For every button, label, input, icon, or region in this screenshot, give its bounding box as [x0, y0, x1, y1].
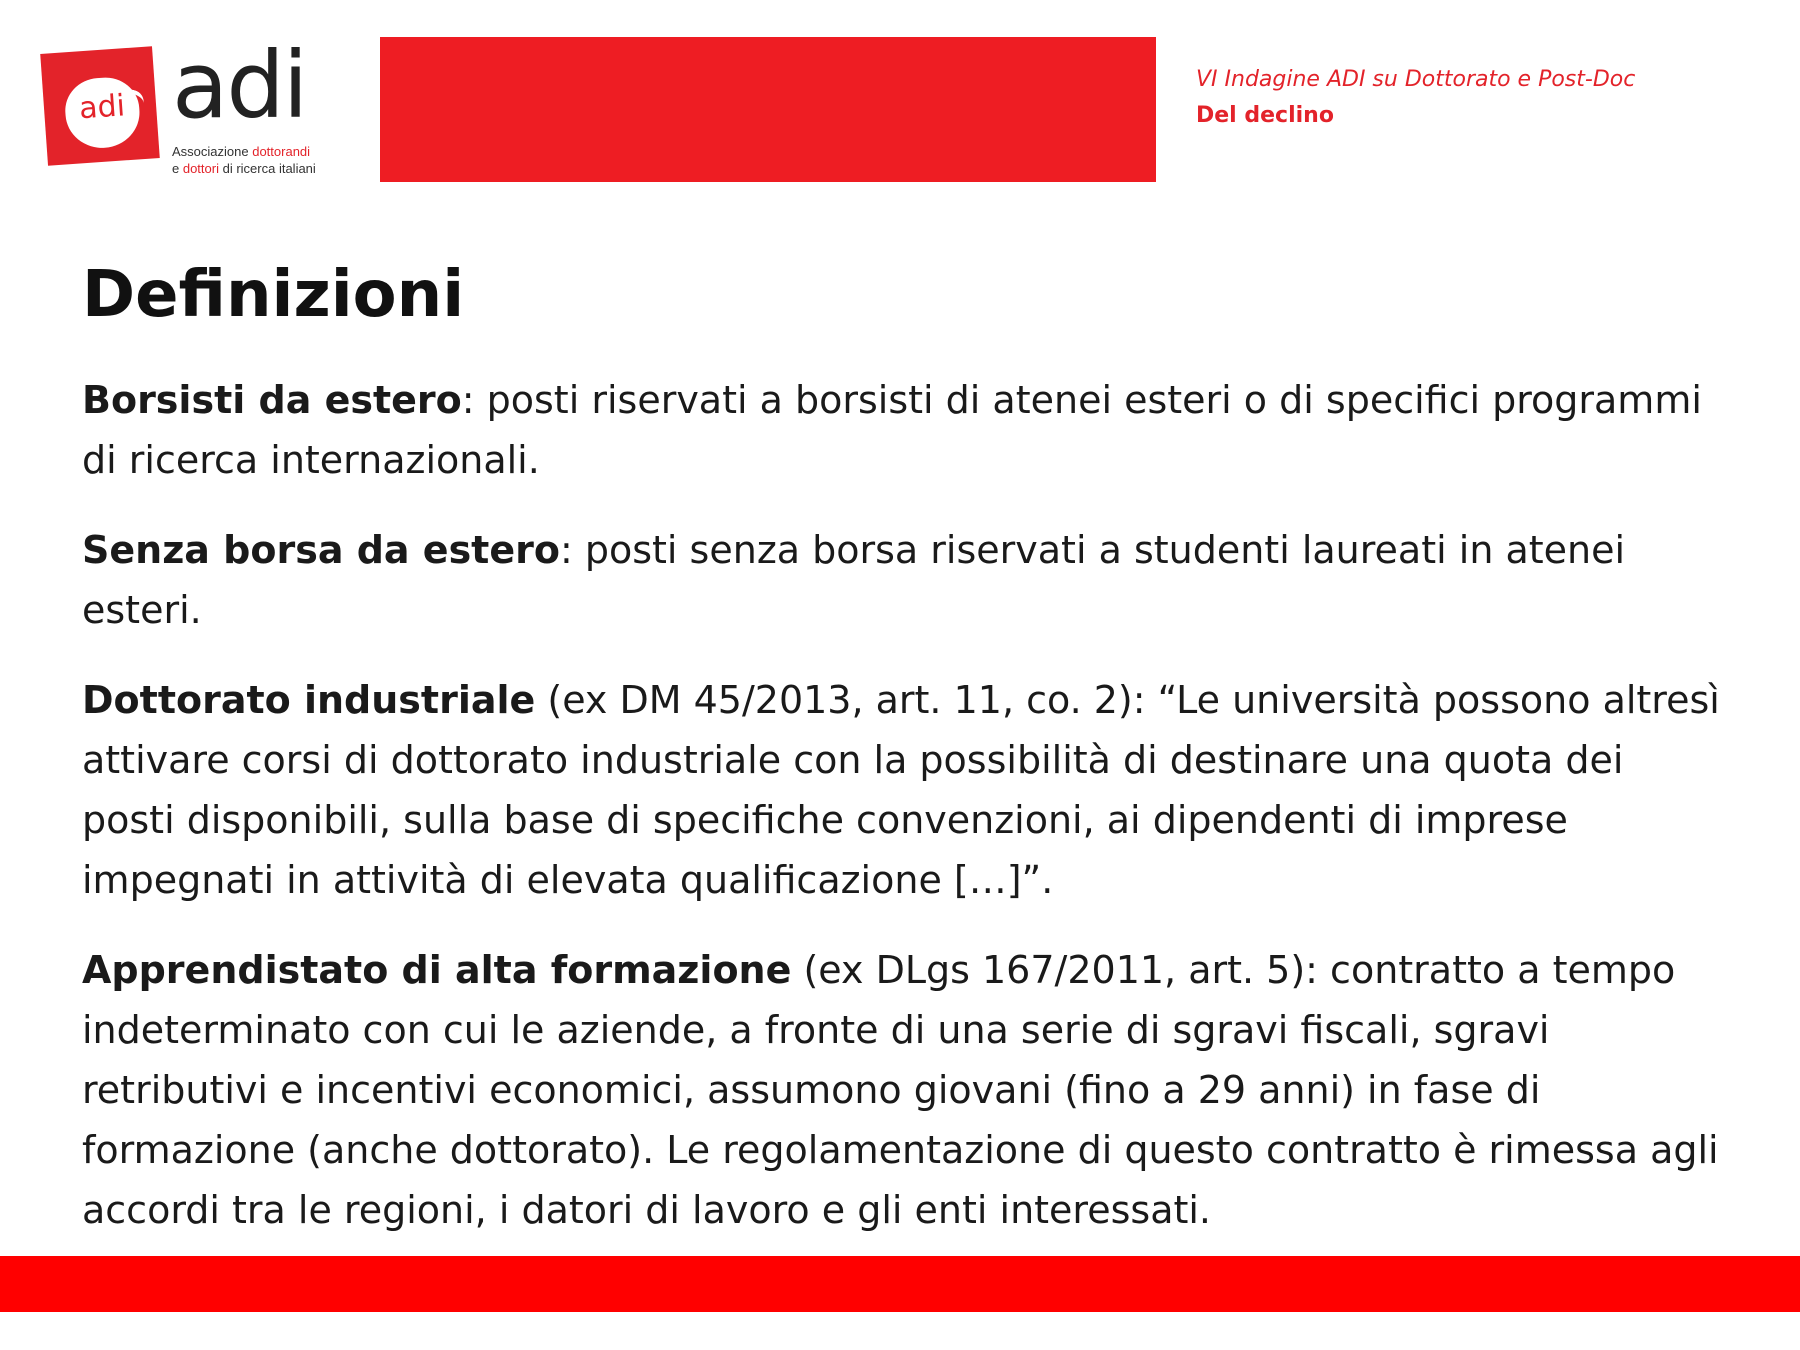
adi-logo [40, 32, 340, 185]
definition-item [82, 670, 1722, 910]
definition-item [82, 520, 1722, 640]
definition-text: (ex DLgs 167/2011, art. 5): contratto a tempo indeterminato con cui le aziende, a fronte di una serie di sgravi fiscali, sgravi retributivi e incentivi economici, assumono giovani (fino a 29 anni) in fase di formazione (anche dottorato). Le regolamentazione di questo contratto è rimessa agli accordi tra le regioni, i datori di lavoro e gli enti interessati. [82, 948, 1719, 1232]
logo-subtitle-highlight: dottorandi [252, 144, 311, 159]
logo-red-square [40, 46, 160, 166]
survey-subtitle: Del declino [1196, 103, 1334, 128]
definition-text: : posti riservati a borsisti di atenei esteri o di specifici programmi di ricerca internazionali. [82, 378, 1702, 482]
footer-red-bar [0, 1256, 1800, 1312]
logo-subtitle [172, 143, 316, 177]
logo-subtitle-part: di ricerca italiani [218, 161, 316, 176]
logo-subtitle-part: Associazione [172, 144, 253, 159]
logo-wordmark: adi [172, 32, 307, 139]
logo-subtitle-part: e [172, 161, 183, 176]
definition-item [82, 940, 1722, 1240]
definition-item [82, 370, 1722, 490]
definition-term: Borsisti da estero [82, 378, 462, 422]
logo-subtitle-highlight: dottori [182, 161, 219, 176]
apple-icon [63, 75, 142, 150]
survey-title-block [1196, 62, 1635, 134]
definition-term: Senza borsa da estero [82, 528, 560, 572]
survey-title: VI Indagine ADI su Dottorato e Post-Doc [1196, 67, 1636, 92]
definition-term: Dottorato industriale [82, 678, 536, 722]
definition-text: (ex DM 45/2013, art. 11, co. 2): “Le università possono altresì attivare corsi di dottorato industriale con la possibilità di destinare una quota dei posti disponibili, sulla base di specifiche convenzioni, ai dipendenti di imprese impegnati in attività di elevata qualificazione […]”. [82, 678, 1720, 902]
definitions-list [82, 370, 1722, 1270]
header-red-banner [380, 37, 1156, 182]
definition-term: Apprendistato di alta formazione [82, 948, 792, 992]
definition-text: : posti senza borsa riservati a studenti laureati in atenei esteri. [82, 528, 1626, 632]
logo-apple-text: adi [78, 88, 127, 127]
page-title: Definizioni [82, 258, 465, 332]
